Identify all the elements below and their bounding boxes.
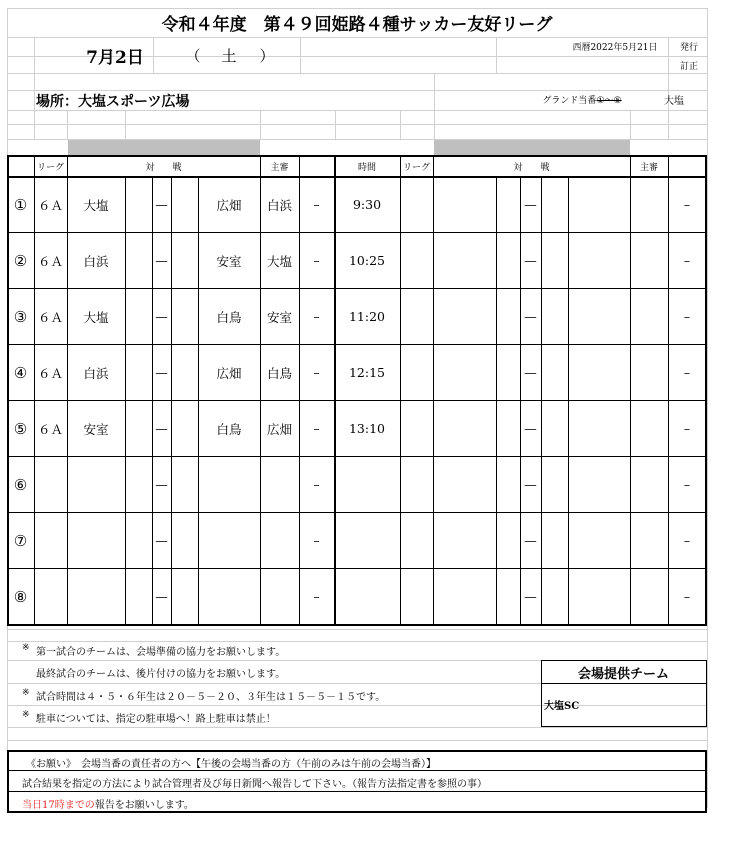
row-number: ③ — [13, 307, 28, 326]
row-referee: 白鳥 — [266, 365, 292, 381]
row-league: ６Ａ — [37, 365, 63, 381]
row-away-team: 安室 — [216, 253, 242, 269]
row-dash-right: – — [683, 309, 691, 324]
row-vs-dash-right: — — [524, 477, 537, 492]
row-league: ６Ａ — [37, 309, 63, 325]
col-header-referee-right: 主審 — [639, 163, 658, 173]
row-vs-dash: — — [155, 309, 168, 324]
col-header-match-right: 対 戦 — [513, 163, 550, 173]
row-away-team: 広畑 — [216, 197, 242, 213]
row-home-team: 大塩 — [83, 197, 109, 213]
ground-duty-struck: ①～⑤ — [596, 96, 622, 106]
row-league: ６Ａ — [37, 253, 63, 269]
request-line-2: 試合結果を指定の方法により試合管理者及び毎日新聞へ報告して下さい。（報告方法指定書を参照の事） — [22, 779, 487, 790]
row-referee: 広畑 — [266, 421, 292, 437]
date-paren-open: （ — [185, 46, 201, 65]
row-home-team: 大塩 — [83, 309, 109, 325]
page-title: 令和４年度 第４９回姫路４種サッカー友好リーグ — [161, 15, 553, 35]
venue-label: 場所：大塩スポーツ広場 — [36, 94, 190, 110]
row-dash: – — [313, 421, 320, 436]
row-number: ⑤ — [13, 419, 28, 438]
row-time: 10:25 — [348, 253, 386, 268]
col-header-referee: 主審 — [270, 163, 289, 173]
row-vs-dash: — — [155, 365, 168, 380]
row-away-team: 広畑 — [216, 365, 242, 381]
row-away-team: 白鳥 — [216, 309, 242, 325]
row-vs-dash: — — [155, 253, 168, 268]
row-referee: 白浜 — [266, 197, 292, 213]
header-shade-left — [68, 140, 260, 155]
ground-duty-team: 大塩 — [664, 96, 684, 107]
request-line-1: 《お願い》 会場当番の責任者の方へ【午後の会場当番の方（午前のみは午前の会場当番）】 — [26, 759, 436, 770]
row-dash: – — [313, 533, 320, 548]
row-time: 13:10 — [348, 421, 386, 436]
row-home-team: 安室 — [83, 421, 109, 437]
row-league: ６Ａ — [37, 197, 63, 213]
row-dash: – — [313, 253, 320, 268]
row-referee: 安室 — [266, 309, 292, 325]
request-line-3-rest: 報告をお願いします。 — [94, 800, 194, 811]
date-paren-close: ） — [259, 46, 275, 65]
date-weekday: 土 — [221, 46, 237, 65]
row-vs-dash-right: — — [524, 253, 537, 268]
ground-duty-text: グランド当番 — [542, 96, 597, 106]
row-vs-dash: — — [155, 589, 168, 604]
row-vs-dash-right: — — [524, 197, 537, 212]
col-header-league: リーグ — [36, 163, 64, 173]
request-deadline: 当日17時までの — [22, 800, 95, 811]
row-home-team: 白浜 — [83, 253, 109, 269]
note-text: 駐車については、指定の駐車場へ！路上駐車は禁止！ — [36, 714, 276, 725]
col-header-match: 対 戦 — [145, 163, 182, 173]
col-header-time: 時間 — [357, 163, 376, 173]
row-vs-dash: — — [155, 533, 168, 548]
provider-label: 会場提供チーム — [577, 666, 669, 682]
note-mark: ※ — [22, 643, 30, 653]
row-vs-dash-right: — — [524, 421, 537, 436]
row-time: 12:15 — [348, 365, 386, 380]
row-vs-dash-right: — — [524, 309, 537, 324]
match-date: 7月2日 — [86, 47, 144, 68]
note-text: 最終試合のチームは、後片付けの協力をお願いします。 — [36, 669, 286, 680]
row-league: ６Ａ — [37, 421, 63, 437]
row-vs-dash-right: — — [524, 589, 537, 604]
row-vs-dash: — — [155, 477, 168, 492]
note-mark: ※ — [22, 688, 30, 698]
row-dash-right: – — [683, 253, 691, 268]
corrected-label: 訂正 — [679, 61, 698, 72]
provider-team: 大塩SC — [544, 701, 580, 712]
row-number: ① — [13, 195, 28, 214]
row-vs-dash-right: — — [524, 365, 537, 380]
row-vs-dash: — — [155, 197, 168, 212]
row-time: 11:20 — [348, 309, 386, 324]
note-mark: ※ — [22, 710, 30, 720]
row-dash: – — [313, 309, 320, 324]
header-shade-right — [434, 140, 630, 155]
row-number: ⑦ — [13, 531, 28, 550]
row-vs-dash-right: — — [524, 533, 537, 548]
issued-label: 発行 — [679, 42, 698, 53]
row-dash-right: – — [683, 421, 691, 436]
row-number: ② — [13, 251, 28, 270]
row-dash: – — [313, 589, 320, 604]
col-header-league-right: リーグ — [402, 163, 430, 173]
request-line-3 — [22, 796, 194, 811]
row-dash: – — [313, 197, 320, 212]
row-dash: – — [313, 477, 320, 492]
row-time: 9:30 — [352, 197, 382, 212]
row-home-team: 白浜 — [83, 365, 109, 381]
row-dash-right: – — [683, 477, 691, 492]
row-away-team: 白鳥 — [216, 421, 242, 437]
row-dash-right: – — [683, 197, 691, 212]
row-dash: – — [313, 365, 320, 380]
issue-date: 西暦2022年5月21日 — [572, 42, 658, 53]
row-dash-right: – — [683, 589, 691, 604]
note-text: 第一試合のチームは、会場準備の協力をお願いします。 — [36, 647, 286, 658]
row-dash-right: – — [683, 533, 691, 548]
row-vs-dash: — — [155, 421, 168, 436]
note-text: 試合時間は４・５・６年生は２０－５－２０、３年生は１５－５－１５です。 — [36, 692, 386, 703]
row-number: ⑧ — [13, 587, 28, 606]
row-number: ⑥ — [13, 475, 28, 494]
row-dash-right: – — [683, 365, 691, 380]
row-referee: 大塩 — [266, 253, 292, 269]
ground-duty-label — [532, 91, 632, 108]
row-number: ④ — [13, 363, 28, 382]
